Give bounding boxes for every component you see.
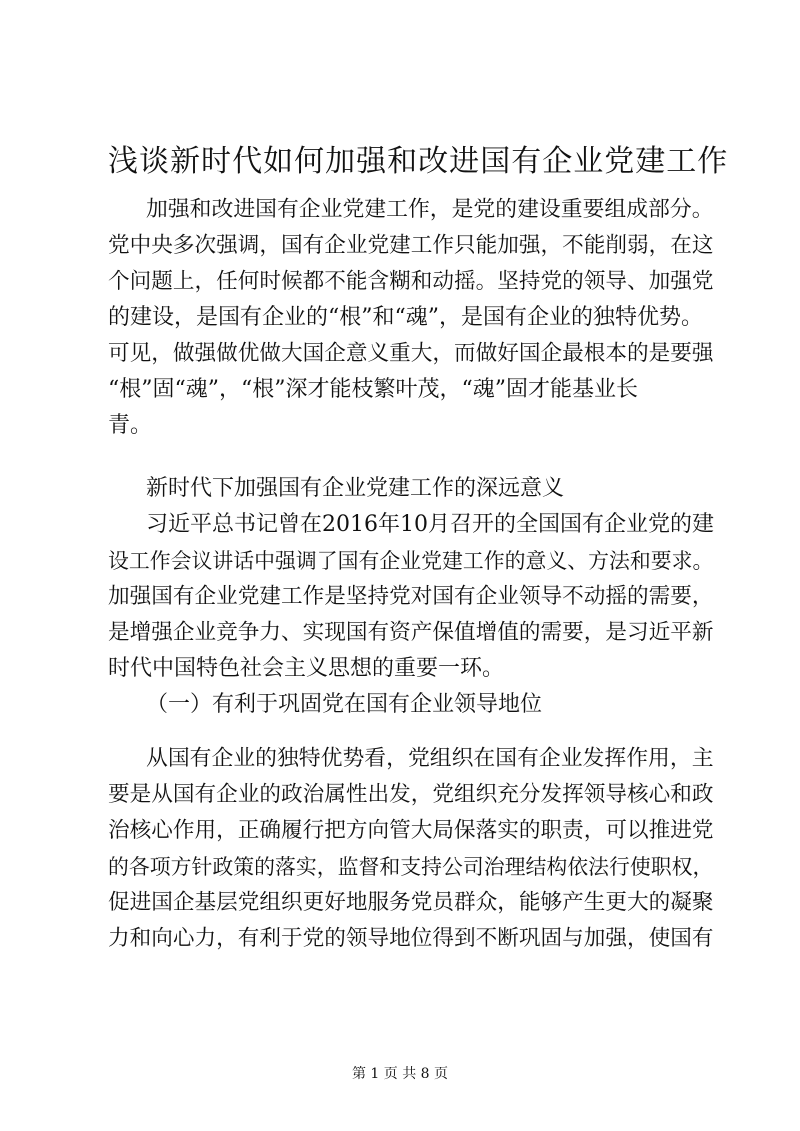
body-line: 的建设，是国有企业的“根”和“魂”，是国有企业的独特优势。: [108, 305, 703, 330]
body-line: 可见，做强做优做大国企意义重大，而做好国企最根本的是要强: [108, 341, 714, 366]
body-line: 党中央多次强调，国有企业党建工作只能加强，不能削弱，在这: [108, 233, 714, 258]
subsection-heading: （一）有利于巩固党在国有企业领导地位: [146, 692, 543, 717]
body-line: 力和向心力，有利于党的领导地位得到不断巩固与加强，使国有: [108, 926, 714, 951]
body-line: 习近平总书记曾在2016年10月召开的全国国有企业党的建: [146, 512, 714, 537]
body-line: 是增强企业竞争力、实现国有资产保值增值的需要，是习近平新: [108, 620, 714, 645]
page-footer: 第 1 页 共 8 页: [351, 1066, 449, 1082]
section-heading: 新时代下加强国有企业党建工作的深远意义: [146, 476, 565, 501]
document-title: 浅谈新时代如何加强和改进国有企业党建工作: [108, 144, 729, 179]
body-line: 青。: [108, 413, 153, 438]
body-line: 个问题上，任何时候都不能含糊和动摇。坚持党的领导、加强党: [108, 269, 714, 294]
body-line: 时代中国特色社会主义思想的重要一环。: [108, 656, 505, 681]
body-line: 治核心作用，正确履行把方向管大局保落实的职责，可以推进党: [108, 818, 714, 843]
body-line: 促进国企基层党组织更好地服务党员群众，能够产生更大的凝聚: [108, 890, 714, 915]
body-line: 加强国有企业党建工作是坚持党对国有企业领导不动摇的需要，: [108, 584, 714, 609]
body-line: 加强和改进国有企业党建工作，是党的建设重要组成部分。: [146, 197, 714, 222]
body-line: 要是从国有企业的政治属性出发，党组织充分发挥领导核心和政: [108, 782, 714, 807]
body-line: 设工作会议讲话中强调了国有企业党建工作的意义、方法和要求。: [108, 549, 714, 573]
body-line: 的各项方针政策的落实，监督和支持公司治理结构依法行使职权，: [108, 855, 714, 879]
body-line: 从国有企业的独特优势看，党组织在国有企业发挥作用，主: [146, 746, 714, 771]
body-line: “根”固“魂”，“根”深才能枝繁叶茂，“魂”固才能基业长: [108, 377, 638, 402]
